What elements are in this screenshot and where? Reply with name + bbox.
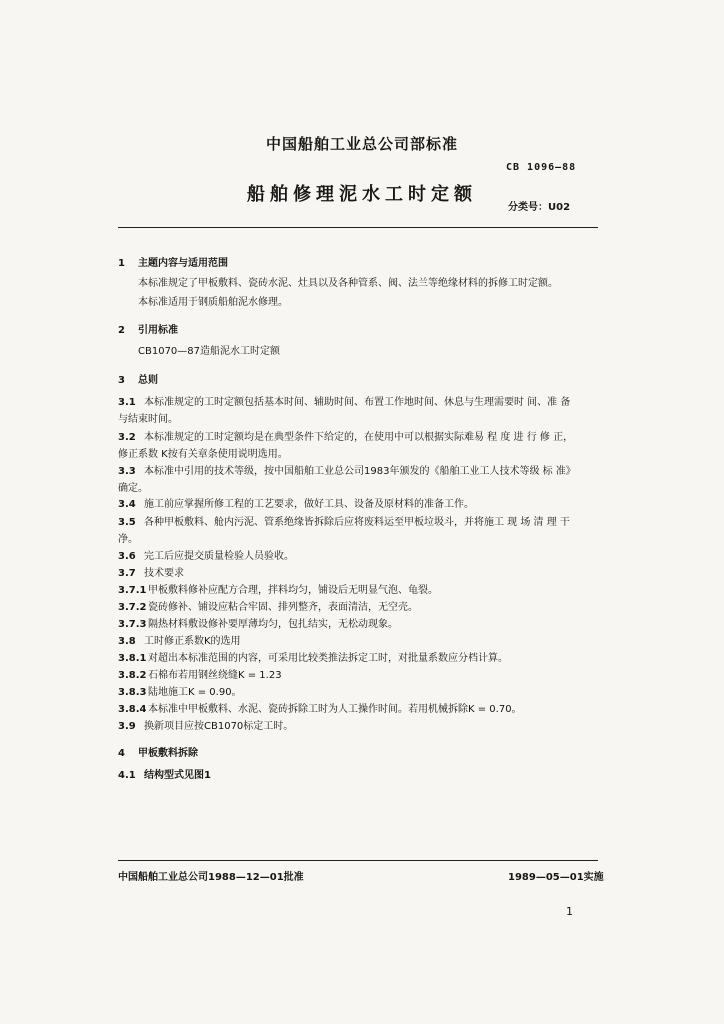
clause-number: 3.9 — [118, 721, 136, 732]
section-3-heading — [118, 371, 158, 386]
clause-number: 3.7.1 — [118, 585, 147, 596]
section-1-heading — [118, 254, 228, 269]
section-1-paragraph-2: 本标准适用于钢质船舶泥水修理。 — [138, 297, 288, 308]
clause-number: 3.7 — [118, 568, 136, 579]
footer-rule — [118, 860, 598, 861]
clause-text: 本标准中甲板敷料、水泥、瓷砖拆除工时为人工操作时间。若用机械拆除K = 0.70。 — [148, 704, 522, 715]
section-number: 3 — [118, 375, 125, 386]
section-4-heading — [118, 744, 198, 759]
clause-number: 3.7.2 — [118, 602, 147, 613]
section-title: 引用标准 — [138, 325, 178, 336]
clause-number: 3.8.1 — [118, 653, 147, 664]
clause-3-7 — [118, 564, 184, 579]
section-number: 1 — [118, 258, 125, 269]
standard-code: CB 1096—88 — [506, 162, 577, 173]
clause-number: 3.2 — [118, 432, 136, 443]
clause-3-5-continuation: 净。 — [118, 534, 138, 545]
clause-text: 本标准中引用的技术等级，按中国船舶工业总公司1983年颁发的《船舶工业工人技术等级 标 准》 — [144, 466, 576, 477]
clause-4-1 — [118, 766, 211, 781]
clause-number: 3.8.4 — [118, 704, 147, 715]
effective-date: 1989—05—01实施 — [508, 872, 604, 883]
clause-number: 3.7.3 — [118, 619, 147, 630]
clause-3-8-1 — [118, 649, 508, 664]
section-title: 甲板敷料拆除 — [138, 748, 198, 759]
clause-text: 换新项目应按CB1070标定工时。 — [144, 721, 294, 732]
clause-3-3-continuation: 确定。 — [118, 483, 148, 494]
clause-number: 3.1 — [118, 397, 136, 408]
section-title: 总则 — [138, 375, 158, 386]
classification-number: 分类号：U02 — [508, 202, 571, 213]
clause-text: 隔热材料敷设修补要厚薄均匀，包扎结实，无松动现象。 — [148, 619, 398, 630]
clause-3-6 — [118, 547, 294, 562]
clause-3-8-4 — [118, 700, 522, 715]
clause-text: 瓷砖修补、铺设应粘合牢固、排列整齐，表面清洁，无空壳。 — [148, 602, 418, 613]
clause-text: 各种甲板敷料、舱内污泥、管系绝缘皆拆除后应将废料运至甲板垃圾斗，并将施工 现 场 清 理 干 — [144, 517, 570, 528]
clause-3-8-3 — [118, 683, 242, 698]
section-number: 2 — [118, 325, 125, 336]
clause-text: 对超出本标准范围的内容，可采用比较类推法拆定工时，对批量系数应分档计算。 — [148, 653, 508, 664]
section-2-reference: CB1070—87造船泥水工时定额 — [138, 346, 281, 357]
clause-text: 施工前应掌握所修工程的工艺要求，做好工具、设备及原材料的准备工作。 — [144, 499, 474, 510]
clause-number: 3.3 — [118, 466, 136, 477]
section-number: 4 — [118, 748, 125, 759]
clause-3-2-continuation: 修正系数 K按有关章条使用说明选用。 — [118, 449, 288, 460]
clause-number: 3.5 — [118, 517, 136, 528]
clause-3-8 — [118, 632, 241, 647]
clause-3-2 — [118, 428, 573, 443]
section-title: 主题内容与适用范围 — [138, 258, 228, 269]
clause-number: 3.8.2 — [118, 670, 147, 681]
clause-text: 石棉布若用钢丝绕缝K = 1.23 — [148, 670, 282, 681]
clause-number: 3.4 — [118, 499, 136, 510]
page-number: 1 — [566, 905, 573, 918]
clause-3-1 — [118, 393, 570, 408]
clause-3-4 — [118, 495, 474, 510]
clause-3-3 — [118, 462, 576, 477]
clause-number: 4.1 — [118, 770, 136, 781]
clause-3-8-2 — [118, 666, 282, 681]
clause-text: 陆地施工K = 0.90。 — [148, 687, 242, 698]
clause-text: 完工后应提交质量检验人员验收。 — [144, 551, 294, 562]
clause-text: 甲板敷料修补应配方合理，拌料均匀，铺设后无明显气泡、龟裂。 — [148, 585, 438, 596]
clause-number: 3.8 — [118, 636, 136, 647]
clause-text: 工时修正系数K的选用 — [144, 636, 241, 647]
clause-3-7-1 — [118, 581, 438, 596]
header-rule — [118, 227, 598, 228]
clause-number: 3.8.3 — [118, 687, 147, 698]
clause-3-9 — [118, 717, 293, 732]
clause-text: 本标准规定的工时定额均是在典型条件下给定的，在使用中可以根据实际难易 程 度 进 行 修 正， — [144, 432, 574, 443]
clause-number: 3.6 — [118, 551, 136, 562]
clause-text: 结构型式见图1 — [144, 770, 211, 781]
org-title: 中国船舶工业总公司部标准 — [265, 135, 458, 153]
section-2-heading — [118, 321, 178, 336]
section-1-paragraph-1: 本标准规定了甲板敷料、瓷砖水泥、灶具以及各种管系、阀、法兰等绝缘材料的拆修工时定额。 — [138, 278, 558, 289]
document-title: 船舶修理泥水工时定额 — [247, 184, 477, 205]
clause-3-5 — [118, 513, 570, 528]
clause-3-7-3 — [118, 615, 398, 630]
approval-date: 中国船舶工业总公司1988—12—01批准 — [118, 872, 304, 883]
clause-3-7-2 — [118, 598, 418, 613]
clause-3-1-continuation: 与结束时间。 — [118, 414, 178, 425]
clause-text: 技术要求 — [144, 568, 184, 579]
clause-text: 本标准规定的工时定额包括基本时间、辅助时间、布置工作地时间、休息与生理需要时 间、准 备 — [144, 397, 571, 408]
